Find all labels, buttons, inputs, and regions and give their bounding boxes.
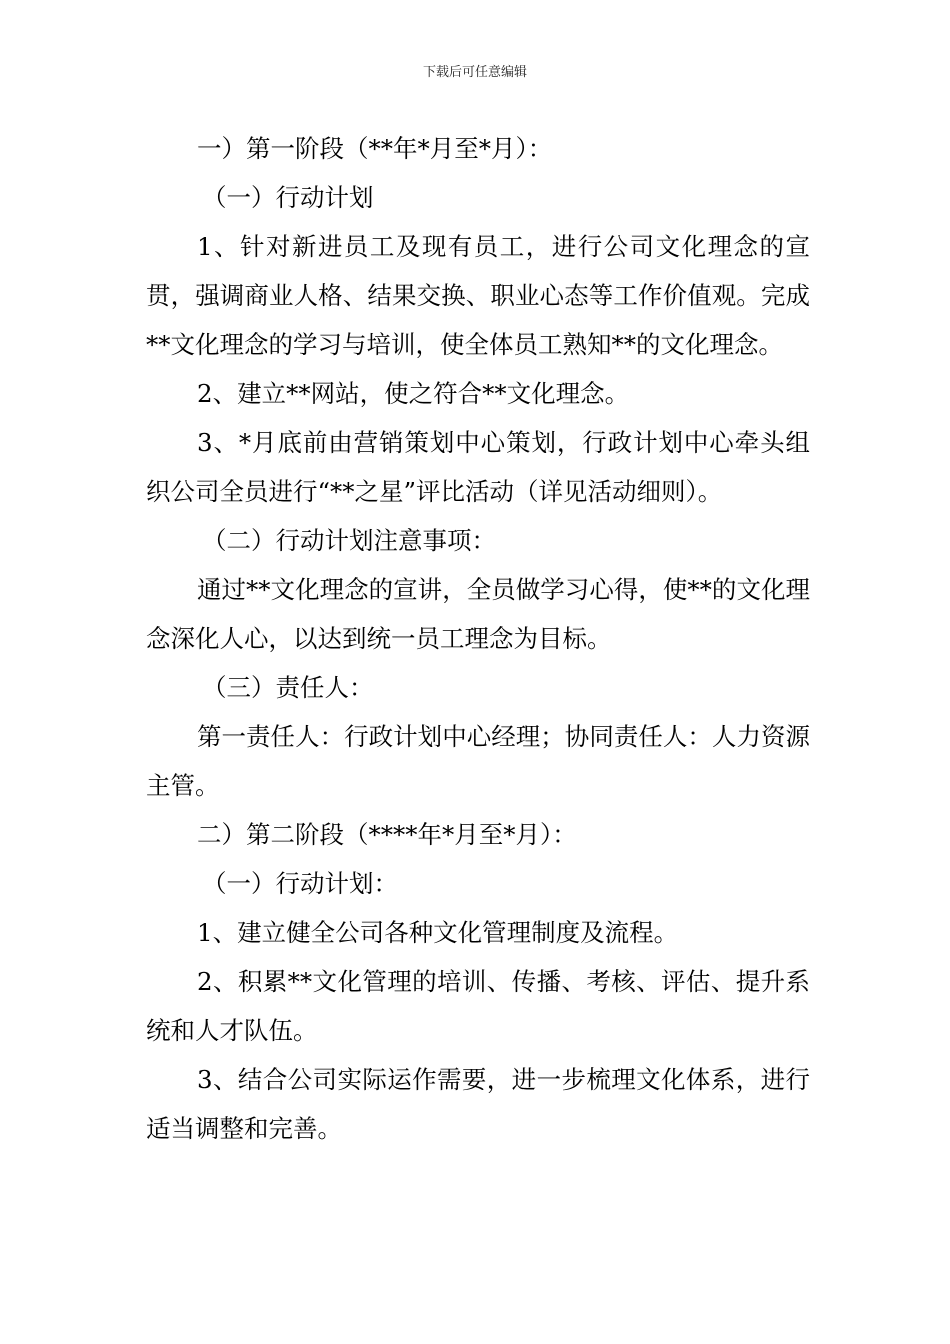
paragraph-item-2: 2、建立**网站，使之符合**文化理念。 [197, 379, 630, 408]
subheading-notes: （二）行动计划注意事项： [202, 526, 496, 555]
paragraph-stage2-item-3: 3、结合公司实际运作需要，进一步梳理文化体系，进行适当调整和完善。 [146, 1065, 810, 1143]
paragraph-stage2-item-1: 1、建立健全公司各种文化管理制度及流程。 [197, 918, 679, 947]
page-header: 下载后可任意编辑 [422, 65, 527, 80]
paragraph-item-1: 1、针对新进员工及现有员工，进行公司文化理念的宣贯，强调商业人格、结果交换、职业心态等工作价值观。完成**文化理念的学习与培训，使全体员工熟知**的文化理念。 [146, 232, 810, 359]
section-heading-stage-2: 二）第二阶段（****年*月至*月）： [197, 820, 577, 849]
paragraph-item-3: 3、*月底前由营销策划中心策划，行政计划中心牵头组织公司全员进行“**之星”评比活动（详见活动细则）。 [146, 428, 810, 506]
paragraph-stage2-item-2: 2、积累**文化管理的培训、传播、考核、评估、提升系统和人才队伍。 [146, 967, 810, 1045]
document-body [146, 124, 810, 1153]
subheading-action-plan-2: （一）行动计划： [202, 869, 398, 898]
paragraph-notes: 通过**文化理念的宣讲，全员做学习心得，使**的文化理念深化人心，以达到统一员工理念为目标。 [146, 575, 810, 653]
subheading-responsible: （三）责任人： [202, 673, 374, 702]
paragraph-responsible: 第一责任人：行政计划中心经理；协同责任人：人力资源主管。 [146, 722, 810, 800]
section-heading-stage-1: 一）第一阶段（**年*月至*月）： [197, 134, 553, 163]
subheading-action-plan: （一）行动计划 [202, 183, 374, 212]
